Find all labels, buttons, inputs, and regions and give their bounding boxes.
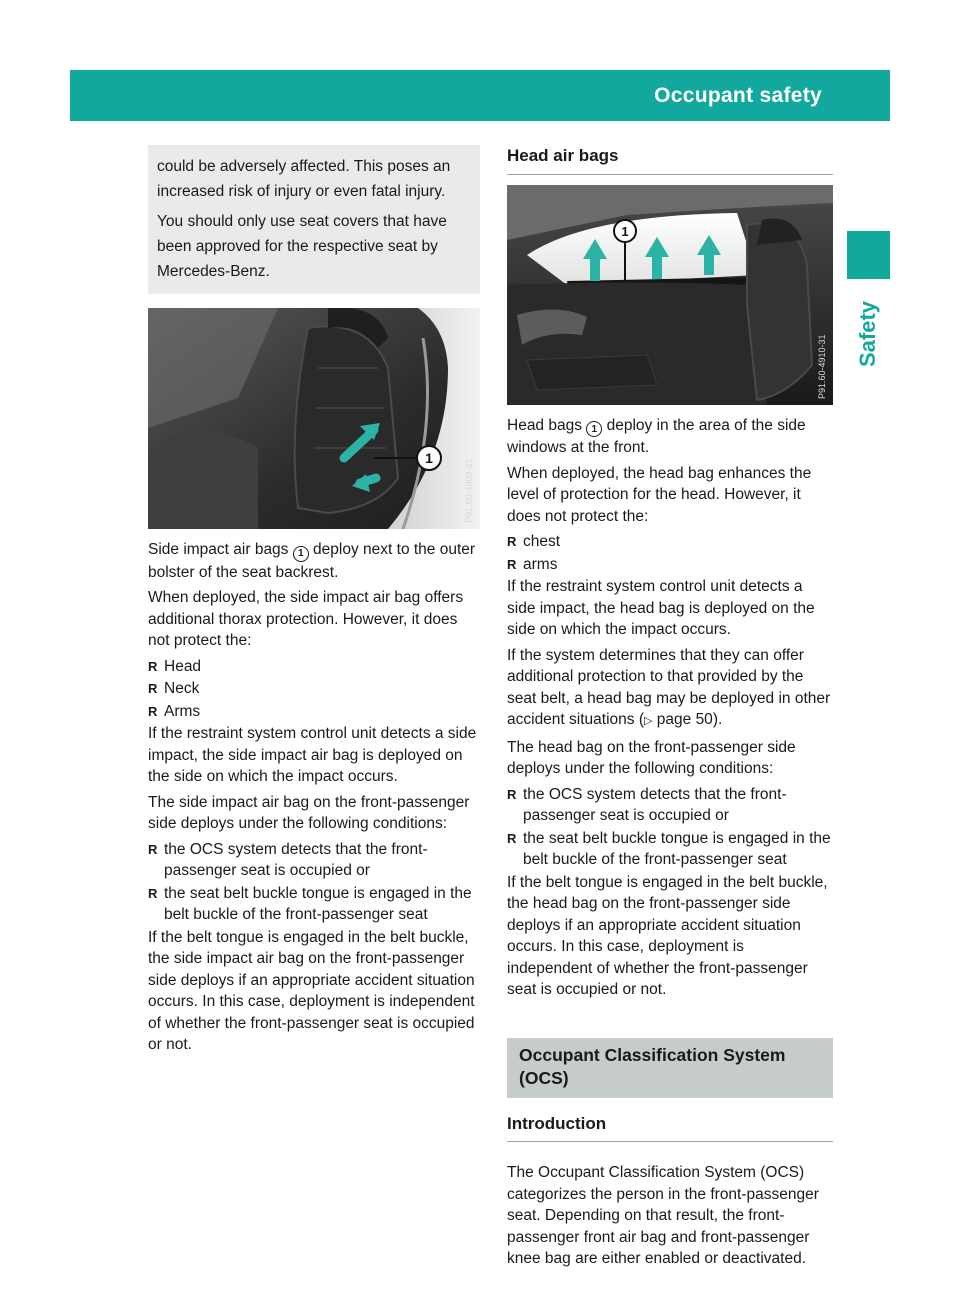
- ocs-heading: Occupant Classification System (OCS): [519, 1044, 786, 1088]
- page-header: [70, 70, 940, 121]
- chapter-tab-label: [849, 294, 887, 374]
- paragraph: If the belt tongue is engaged in the belt buckle, the head bag on the front-passenger side deploys if an appropriate accident situation occurs. In this case, deployment is independent of whether the front-passenger seat is occupied or not.: [507, 873, 828, 999]
- note-paragraph: could be adversely affected. This poses an increased risk of injury or even fatal injury.: [157, 158, 451, 200]
- side-airbag-photo: [148, 308, 480, 529]
- image-code: P91.60-4909-31: [464, 458, 474, 523]
- introduction-heading: Introduction: [507, 1113, 833, 1143]
- callout-marker: 1: [293, 546, 309, 562]
- list-item: R the seat belt buckle tongue is engaged in the belt buckle of the front-passenger seat: [507, 828, 833, 871]
- note-paragraph: You should only use seat covers that have been approved for the respective seat by Mercedes-Benz.: [157, 213, 447, 280]
- section-heading: Head air bags: [507, 145, 833, 175]
- paragraph-with-reference: If the system determines that they can offer additional protection to that provided by the seat belt, a head bag may be deployed in other accident situations (▷ page 50).: [507, 646, 831, 729]
- right-column: [507, 145, 833, 1274]
- list-item: R the OCS system detects that the front-passenger seat is occupied or: [507, 784, 833, 827]
- paragraph: If the belt tongue is engaged in the belt buckle, the side impact air bag on the front-passenger side deploys if an appropriate accident situation occurs. In this case, deployment is independent of whether the front-passenger seat is occupied or not.: [148, 928, 475, 1054]
- header-divider: [899, 70, 902, 121]
- page-title: Occupant safety: [654, 84, 822, 107]
- bullet-list: [507, 531, 833, 575]
- image-code: P91.60-4910-31: [817, 333, 827, 399]
- ocs-heading-box: [507, 1038, 833, 1098]
- list-item: R arms: [507, 554, 833, 576]
- paragraph: When deployed, the side impact air bag offers additional thorax protection. However, it does not protect the:: [148, 589, 464, 650]
- paragraph: If the restraint system control unit detects a side impact, the side impact air bag is deployed on the side on which the impact occurs.: [148, 725, 477, 786]
- side-airbag-description: Side impact air bags 1 deploy next to the outer bolster of the seat backrest.: [148, 541, 476, 581]
- head-airbag-photo: [507, 185, 833, 405]
- chapter-tab-marker: [847, 231, 890, 279]
- chapter-label: Safety: [855, 300, 881, 368]
- paragraph: The head bag on the front-passenger side deploys under the following conditions:: [507, 738, 796, 778]
- paragraph: The side impact air bag on the front-passenger side deploys under the following conditions:: [148, 793, 470, 833]
- paragraph: When deployed, the head bag enhances the level of protection for the head. However, it does not protect the:: [507, 464, 812, 525]
- list-item: R the OCS system detects that the front-passenger seat is occupied or: [148, 839, 480, 882]
- list-item: R Neck: [148, 678, 480, 700]
- paragraph: The Occupant Classification System (OCS) categorizes the person in the front-passenger seat. Depending on that result, the front-passenger front air bag and front-passenger knee bag are either enabled or deactivated.: [507, 1164, 819, 1268]
- image-callout: 1: [425, 450, 433, 466]
- left-column: [148, 145, 480, 1060]
- image-callout: 1: [621, 223, 629, 239]
- callout-marker: 1: [586, 421, 602, 437]
- page-reference-link[interactable]: page 50: [652, 711, 713, 729]
- page-reference-arrow-icon: ▷: [644, 715, 653, 728]
- list-item: R the seat belt buckle tongue is engaged in the belt buckle of the front-passenger seat: [148, 883, 480, 926]
- list-item: R Head: [148, 656, 480, 678]
- bullet-list: [148, 839, 480, 926]
- bullet-list: [148, 656, 480, 723]
- side-airbag-illustration: [148, 308, 480, 529]
- head-airbag-description: Head bags 1 deploy in the area of the side windows at the front.: [507, 416, 806, 457]
- warning-note: [148, 145, 480, 294]
- list-item: R chest: [507, 531, 833, 553]
- head-airbag-illustration: [507, 185, 833, 405]
- paragraph: If the restraint system control unit detects a side impact, the head bag is deployed on the side on which the impact occurs.: [507, 578, 815, 639]
- page-number: 45: [918, 86, 940, 107]
- bullet-list: [507, 784, 833, 871]
- list-item: R Arms: [148, 701, 480, 723]
